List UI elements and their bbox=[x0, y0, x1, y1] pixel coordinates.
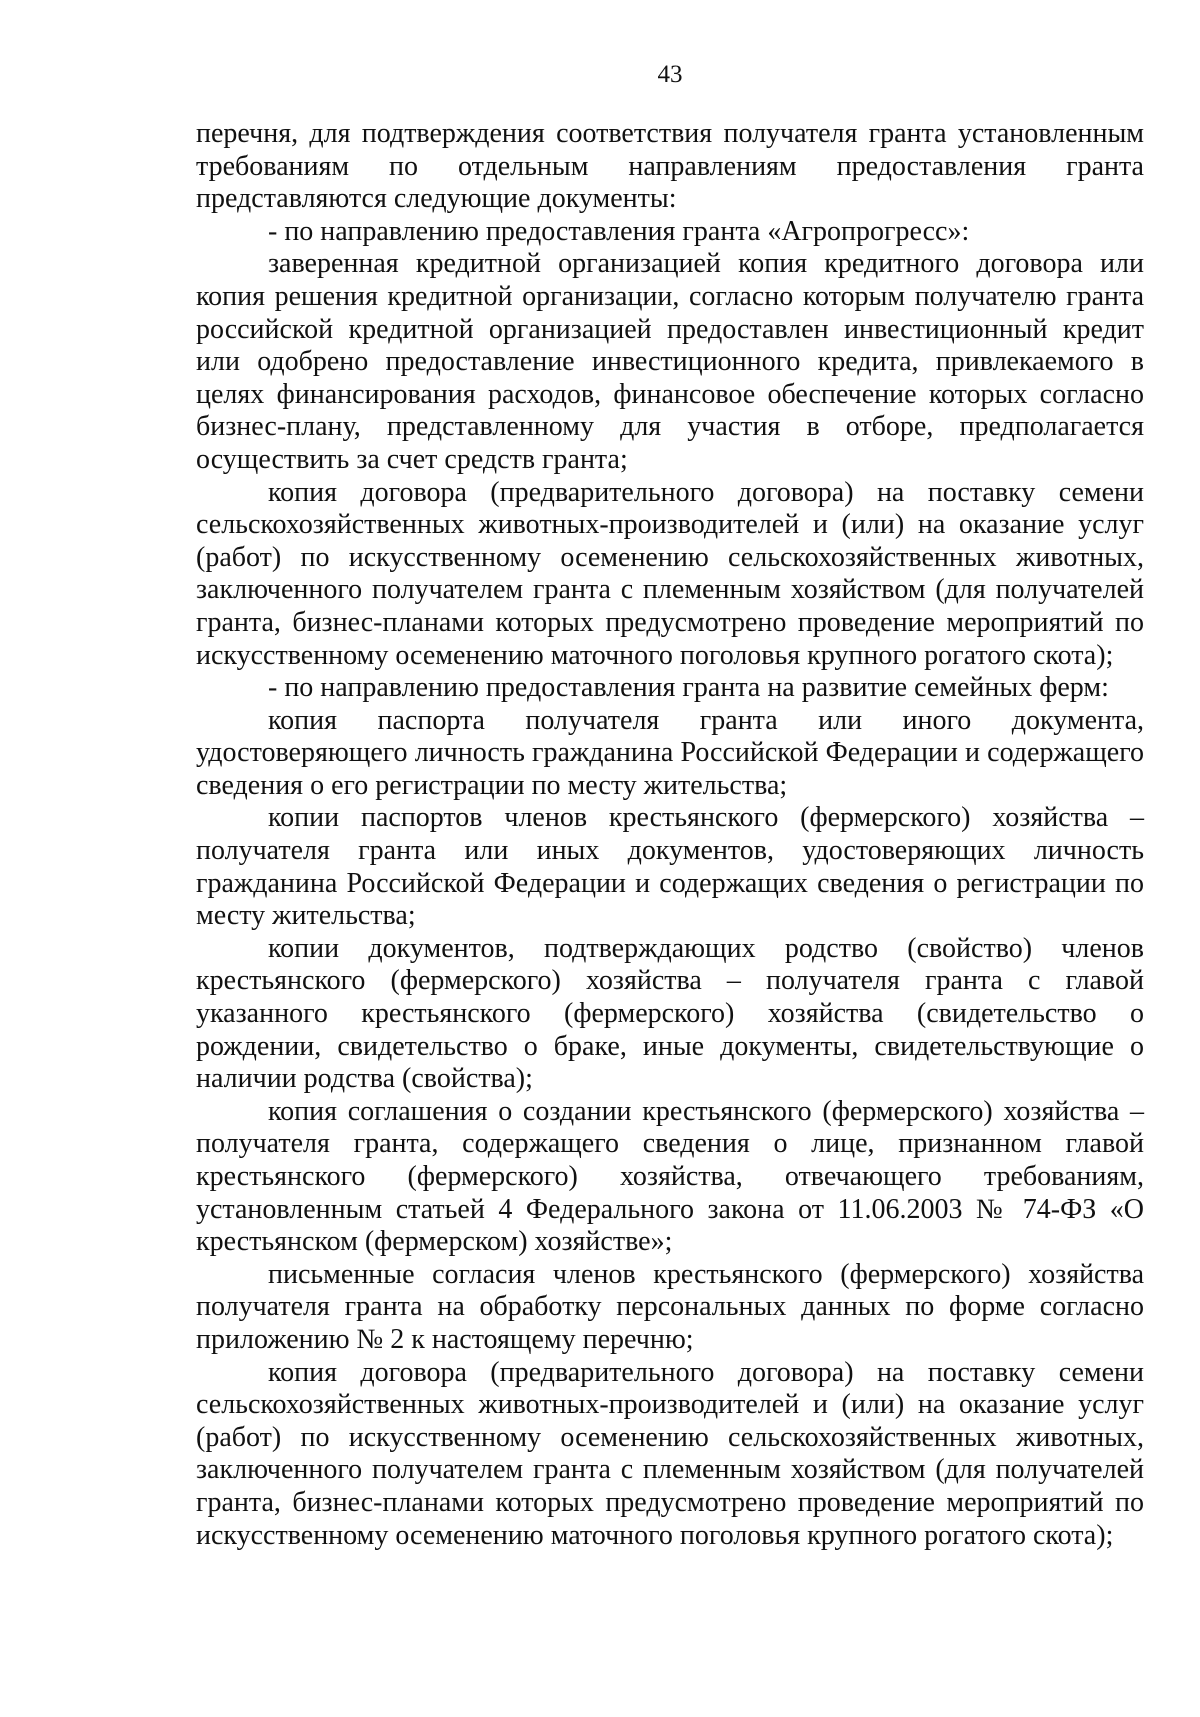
paragraph-members-passports: копии паспортов членов крестьянского (фермерского) хозяйства – получателя гранта или иных документов, удостоверяющих личность гражданина Российской Федерации и содержащих сведения о регистрации по месту жительства; bbox=[196, 802, 1144, 932]
paragraph-semen-supply-contract-2: копия договора (предварительного договора) на поставку семени сельскохозяйственных животных-производителей и (или) на оказание услуг (работ) по искусственному осеменению сельскохозяйственных животных, заключенного получателем гранта с племенным хозяйством (для получателей гранта, бизнес-планами которых предусмотрено проведение мероприятий по искусственному осеменению маточного поголовья крупного рогатого скота); bbox=[196, 1356, 1144, 1551]
paragraph-passport-copy: копия паспорта получателя гранта или иного документа, удостоверяющего личность гражданина Российской Федерации и содержащего сведения о его регистрации по месту жительства; bbox=[196, 704, 1144, 801]
paragraph-kinship-documents: копии документов, подтверждающих родство (свойство) членов крестьянского (фермерского) хозяйства – получателя гранта с главой указанного крестьянского (фермерского) хозяйства (свидетельство о рождении, свидетельство о браке, иные документы, свидетельствующие о наличии родства (свойства); bbox=[196, 932, 1144, 1095]
page-number: 43 bbox=[657, 61, 683, 88]
paragraph-family-farms-heading: - по направлению предоставления гранта на развитие семейных ферм: bbox=[268, 672, 1109, 704]
paragraph-farm-agreement: копия соглашения о создании крестьянского (фермерского) хозяйства – получателя гранта, содержащего сведения о лице, признанном главой крестьянского (фермерского) хозяйства, отвечающего требованиям, установленным статьей 4 Федерального закона от 11.06.2003 № 74-ФЗ «О крестьянском (фермерском) хозяйстве»; bbox=[196, 1095, 1144, 1258]
paragraph-personal-data-consent: письменные согласия членов крестьянского (фермерского) хозяйства получателя гранта на обработку персональных данных по форме согласно приложению № 2 к настоящему перечню; bbox=[196, 1258, 1144, 1355]
paragraph-semen-supply-contract: копия договора (предварительного договора) на поставку семени сельскохозяйственных животных-производителей и (или) на оказание услуг (работ) по искусственному осеменению сельскохозяйственных животных, заключенного получателем гранта с племенным хозяйством (для получателей гранта, бизнес-планами которых предусмотрено проведение мероприятий по искусственному осеменению маточного поголовья крупного рогатого скота); bbox=[196, 476, 1144, 671]
paragraph-intro: перечня, для подтверждения соответствия получателя гранта установленным требованиям по отдельным направлениям предоставления гранта представляются следующие документы: bbox=[196, 118, 1144, 215]
paragraph-agroprogress-heading: - по направлению предоставления гранта «Агропрогресс»: bbox=[268, 215, 970, 247]
document-body bbox=[196, 118, 1144, 1552]
paragraph-credit-agreement: заверенная кредитной организацией копия кредитного договора или копия решения кредитной организации, согласно которым получателю гранта российской кредитной организацией предоставлен инвестиционный кредит или одобрено предоставление инвестиционного кредита, привлекаемого в целях финансирования расходов, финансовое обеспечение которых согласно бизнес-плану, представленному для участия в отборе, предполагается осуществить за счет средств гранта; bbox=[196, 248, 1144, 475]
